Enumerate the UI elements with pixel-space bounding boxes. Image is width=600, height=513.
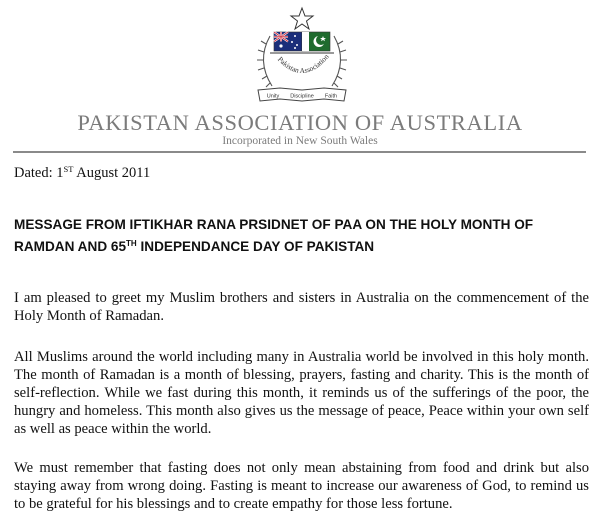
pakistan-flag-icon (302, 32, 330, 51)
paragraph-ramadan: All Muslims around the world including many in Australia world be involved in this holy month. The month of Ramadan is a month of blessing, prayers, fasting and charity. This is the month of self-reflection. While we fast during this month, it reminds us of the sufferings of the poor, the hungry and homeless. This month also gives us the message of peace, Peace within your own self as well as peace within the world. (14, 349, 589, 437)
association-logo (240, 6, 364, 110)
logo-arc-text: Pakistan Association (275, 52, 331, 76)
paragraph-greeting: I am pleased to greet my Muslim brothers and sisters in Australia on the commencement of the Holy Month of Ramadan. (14, 290, 589, 324)
motto-ribbon (258, 88, 346, 101)
logo-emblem-icon (240, 6, 364, 110)
svg-text:Faith: Faith (324, 93, 338, 100)
message-heading (14, 215, 594, 256)
heading-ordinal: TH (126, 239, 137, 248)
heading-part1: MESSAGE FROM IFTIKHAR RANA PRSIDNET OF PAA ON THE HOLY MONTH OF RAMDAN AND 65 (14, 217, 534, 254)
star-icon (291, 8, 313, 29)
paragraph-fasting: We must remember that fasting does not only mean abstaining from food and drink but also staying away from wrong doing. Fasting is meant to increase our awareness of God, to remind us to be grateful for his blessings and to create empathy for those less fortune. (14, 460, 589, 512)
australia-flag-icon (274, 32, 302, 51)
date-prefix: Dated: 1 (14, 165, 64, 181)
organization-name: PAKISTAN ASSOCIATION OF AUSTRALIA (77, 110, 523, 135)
date-rest: August 2011 (73, 165, 151, 181)
svg-text:Unity: Unity (266, 93, 280, 100)
organization-subtitle: Incorporated in New South Wales (222, 135, 378, 147)
date-ordinal: ST (63, 164, 74, 174)
header-divider (13, 151, 586, 153)
svg-text:Discipline: Discipline (290, 93, 314, 100)
heading-part2: INDEPENDANCE DAY OF PAKISTAN (136, 239, 375, 254)
date-line (14, 164, 150, 182)
